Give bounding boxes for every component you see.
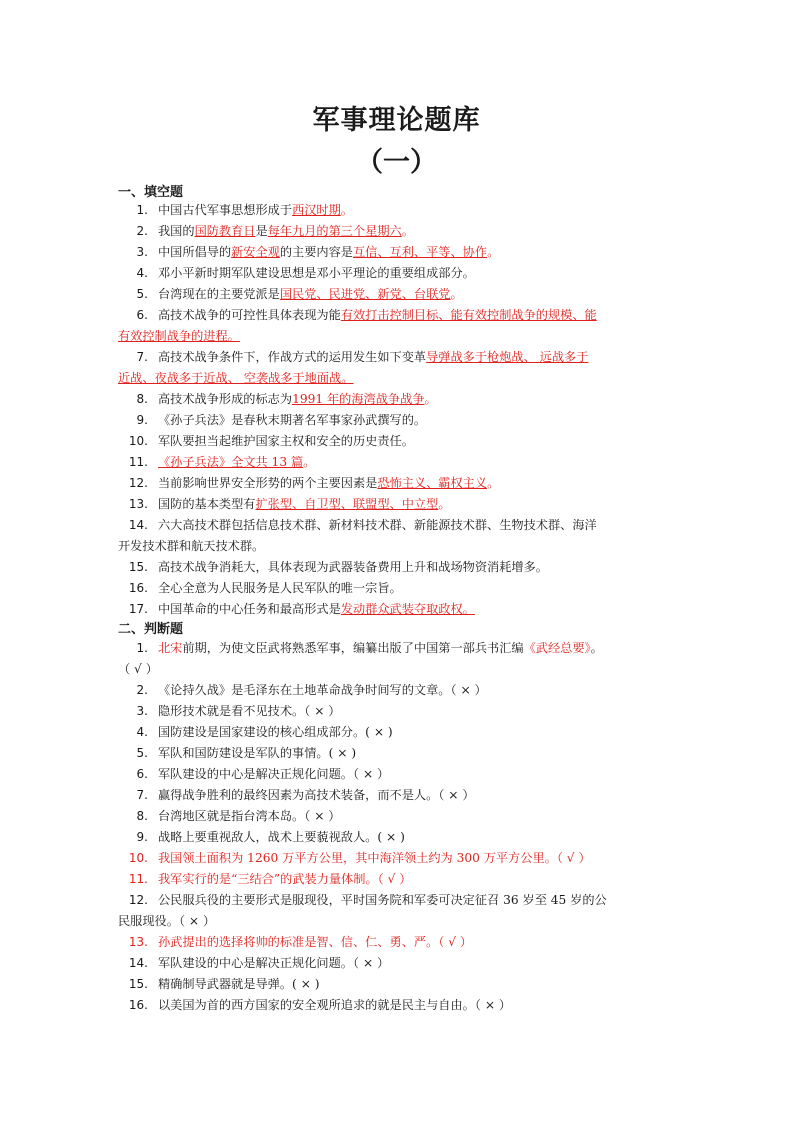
list-item: 2. 我国的国防教育日是每年九月的第三个星期六。 <box>136 224 414 238</box>
list-item: 5. 军队和国防建设是军队的事情。( × ) <box>136 746 357 760</box>
page-title: 军事理论题库 <box>312 105 481 136</box>
list-item: 9. 《孙子兵法》是春秋末期著名军事家孙武撰写的。 <box>136 413 427 427</box>
list-item: 15. 高技术战争消耗大，具体表现为武器装备费用上升和战场物资消耗增多。 <box>128 560 548 574</box>
list-item: 16. 以美国为首的西方国家的安全观所追求的就是民主与自由。（ × ） <box>128 998 512 1012</box>
list-item: 3. 中国所倡导的新安全观的主要内容是互信、互利、平等、协作。 <box>136 245 500 259</box>
list-item: 6. 高技术战争的可控性具体表现为能有效打击控制目标、能有效控制战争的规模、能 <box>136 308 597 322</box>
list-item: 12. 公民服兵役的主要形式是服现役，平时国务院和军委可决定征召 36 岁至 45 岁的公 <box>128 893 607 907</box>
list-item-continuation: 近战、夜战多于近战、 空袭战多于地面战。 <box>118 371 354 385</box>
list-item: 16. 全心全意为人民服务是人民军队的唯一宗旨。 <box>128 581 402 595</box>
list-item: 7. 高技术战争条件下，作战方式的运用发生如下变革导弹战多于枪炮战、 远战多于 <box>136 350 589 364</box>
list-item: 6. 军队建设的中心是解决正规化问题。（ × ） <box>136 767 390 781</box>
section-heading-judge: 二、判断题 <box>118 622 184 637</box>
list-item: 10. 我国领土面积为 1260 万平方公里，其中海洋领土约为 300 万平方公里。（ √ ） <box>128 851 591 865</box>
list-item: 1. 中国古代军事思想形成于西汉时期。 <box>136 203 353 217</box>
list-item: 17. 中国革命的中心任务和最高形式是发动群众武装夺取政权。 <box>128 602 475 616</box>
list-item: 14. 六大高技术群包括信息技术群、新材料技术群、新能源技术群、生物技术群、海洋 <box>128 518 597 532</box>
list-item: 7. 赢得战争胜利的最终因素为高技术装备，而不是人。（ × ） <box>136 788 475 802</box>
list-item: 8. 高技术战争形成的标志为1991 年的海湾战争战争。 <box>136 392 437 406</box>
list-item: 15. 精确制导武器就是导弹。( × ) <box>128 977 320 991</box>
list-item: 8. 台湾地区就是指台湾本岛。（ × ） <box>136 809 341 823</box>
section-heading-fill: 一、填空题 <box>118 185 184 200</box>
list-item: 2. 《论持久战》是毛泽东在土地革命战争时间写的文章。（ × ） <box>136 683 487 697</box>
list-item: 3. 隐形技术就是看不见技术。（ × ） <box>136 704 341 718</box>
list-item-continuation: 有效控制战争的进程。 <box>118 329 240 343</box>
list-item-continuation: （ √ ） <box>118 662 158 676</box>
list-item: 12. 当前影响世界安全形势的两个主要因素是恐怖主义、霸权主义。 <box>128 476 500 490</box>
list-item: 10. 军队要担当起维护国家主权和安全的历史责任。 <box>128 434 414 448</box>
list-item-continuation: 民服现役。（ × ） <box>118 914 216 928</box>
list-item: 11. 《孙子兵法》全文共 13 篇。 <box>128 455 316 469</box>
list-item: 4. 国防建设是国家建设的核心组成部分。( × ) <box>136 725 393 739</box>
list-item: 4. 邓小平新时期军队建设思想是邓小平理论的重要组成部分。 <box>136 266 475 280</box>
list-item: 9. 战略上要重视敌人，战术上要藐视敌人。( × ) <box>136 830 405 844</box>
list-item-continuation: 开发技术群和航天技术群。 <box>118 539 265 553</box>
list-item: 13. 孙武提出的选择将帅的标准是智、信、仁、勇、严。（ √ ） <box>128 935 473 949</box>
page-subtitle: （一） <box>356 147 437 178</box>
list-item: 5. 台湾现在的主要党派是国民党、民进党、新党、台联党。 <box>136 287 463 301</box>
list-item: 14. 军队建设的中心是解决正规化问题。（ × ） <box>128 956 390 970</box>
list-item: 13. 国防的基本类型有扩张型、自卫型、联盟型、中立型。 <box>128 497 451 511</box>
list-item: 11. 我军实行的是“三结合”的武装力量体制。（ √ ） <box>128 872 412 886</box>
list-item: 1. 北宋前期，为使文臣武将熟悉军事，编纂出版了中国第一部兵书汇编《武经总要》。 <box>136 641 603 655</box>
